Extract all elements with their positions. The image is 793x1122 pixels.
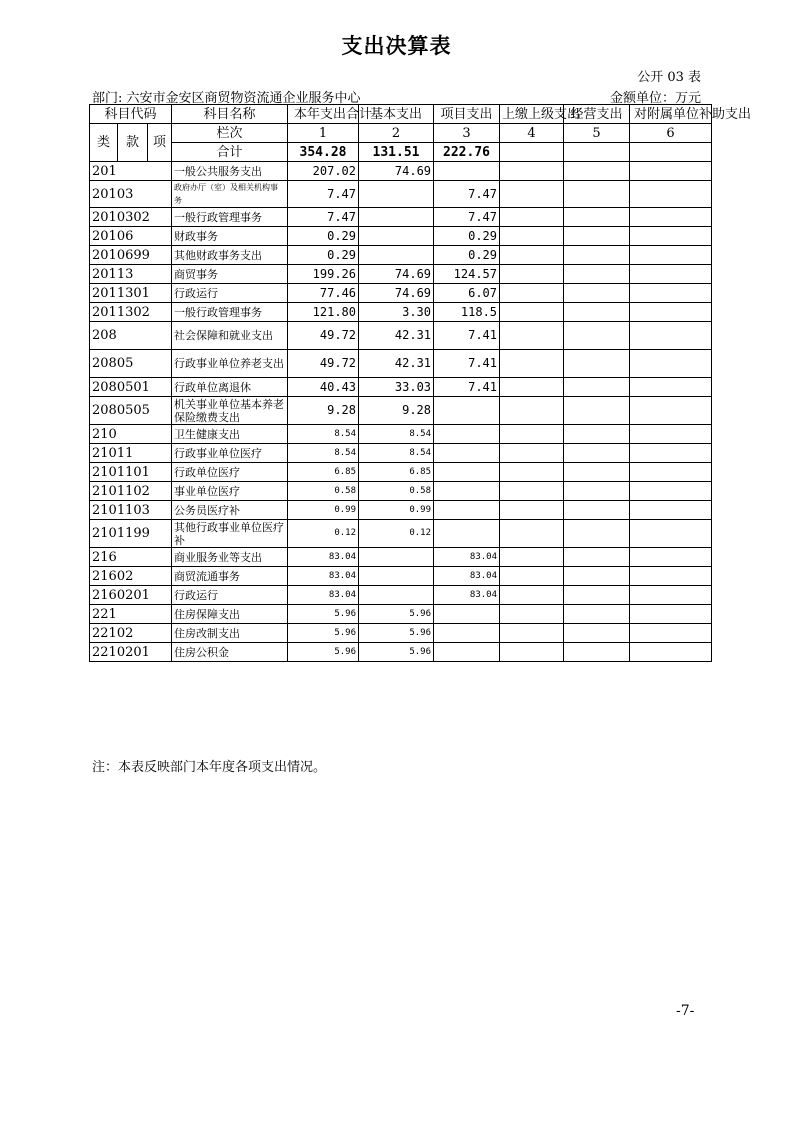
table-row	[90, 322, 712, 350]
row-subsidy	[630, 378, 712, 397]
row-project: 6.07	[434, 284, 500, 303]
row-code: 2101199	[90, 520, 172, 548]
table-row	[90, 284, 712, 303]
row-project	[434, 444, 500, 463]
row-upper	[500, 162, 564, 181]
row-business	[564, 162, 630, 181]
col-num-5: 5	[564, 124, 630, 143]
table-row	[90, 425, 712, 444]
row-project: 0.29	[434, 227, 500, 246]
sum-business	[564, 143, 630, 162]
table-row	[90, 303, 712, 322]
col-num-3: 3	[434, 124, 500, 143]
row-name: 事业单位医疗	[172, 482, 288, 501]
row-business	[564, 482, 630, 501]
table-row	[90, 567, 712, 586]
row-project	[434, 643, 500, 662]
row-code: 20106	[90, 227, 172, 246]
row-basic: 74.69	[359, 265, 434, 284]
row-project	[434, 501, 500, 520]
row-name: 住房改制支出	[172, 624, 288, 643]
row-upper	[500, 425, 564, 444]
row-business	[564, 643, 630, 662]
row-business	[564, 605, 630, 624]
row-subsidy	[630, 520, 712, 548]
row-total: 5.96	[288, 643, 359, 662]
row-name: 行政事业单位养老支出	[172, 350, 288, 378]
row-business	[564, 322, 630, 350]
col-num-2: 2	[359, 124, 434, 143]
row-subsidy	[630, 643, 712, 662]
row-upper	[500, 181, 564, 208]
row-code: 20113	[90, 265, 172, 284]
row-business	[564, 303, 630, 322]
row-total: 8.54	[288, 425, 359, 444]
row-code: 2160201	[90, 586, 172, 605]
row-subsidy	[630, 303, 712, 322]
row-basic: 74.69	[359, 162, 434, 181]
row-project: 83.04	[434, 548, 500, 567]
row-name: 其他行政事业单位医疗补	[172, 520, 288, 548]
row-basic: 8.54	[359, 444, 434, 463]
header-basic: 基本支出	[359, 105, 434, 124]
sum-subsidy	[630, 143, 712, 162]
row-business	[564, 624, 630, 643]
row-basic: 8.54	[359, 425, 434, 444]
table-row	[90, 350, 712, 378]
row-basic: 0.12	[359, 520, 434, 548]
row-upper	[500, 643, 564, 662]
row-basic: 42.31	[359, 350, 434, 378]
table-row	[90, 162, 712, 181]
row-project: 7.47	[434, 208, 500, 227]
row-total: 121.80	[288, 303, 359, 322]
row-total: 0.29	[288, 227, 359, 246]
row-project: 118.5	[434, 303, 500, 322]
row-name: 其他财政事务支出	[172, 246, 288, 265]
table-row	[90, 246, 712, 265]
row-subsidy	[630, 463, 712, 482]
row-project: 83.04	[434, 586, 500, 605]
row-total: 49.72	[288, 322, 359, 350]
table-row	[90, 208, 712, 227]
table-row	[90, 586, 712, 605]
table-row	[90, 444, 712, 463]
row-basic: 33.03	[359, 378, 434, 397]
col-num-1: 1	[288, 124, 359, 143]
row-total: 7.47	[288, 181, 359, 208]
row-project	[434, 482, 500, 501]
row-upper	[500, 605, 564, 624]
row-total: 0.58	[288, 482, 359, 501]
row-total: 40.43	[288, 378, 359, 397]
form-number: 公开 03 表	[637, 70, 701, 85]
row-code: 2010699	[90, 246, 172, 265]
row-subsidy	[630, 586, 712, 605]
table-note: 注：本表反映部门本年度各项支出情况。	[92, 760, 327, 775]
header-subsidy: 对附属单位补助支出	[630, 105, 712, 124]
row-project: 7.47	[434, 181, 500, 208]
row-name: 行政事业单位医疗	[172, 444, 288, 463]
row-basic	[359, 246, 434, 265]
row-upper	[500, 397, 564, 425]
row-upper	[500, 501, 564, 520]
row-name: 一般行政管理事务	[172, 208, 288, 227]
row-basic: 5.96	[359, 643, 434, 662]
table-row	[90, 227, 712, 246]
row-name: 机关事业单位基本养老保险缴费支出	[172, 397, 288, 425]
row-name: 住房保障支出	[172, 605, 288, 624]
row-business	[564, 350, 630, 378]
page-title: 支出决算表	[341, 34, 452, 58]
row-total: 77.46	[288, 284, 359, 303]
row-upper	[500, 520, 564, 548]
row-business	[564, 586, 630, 605]
row-code: 2011301	[90, 284, 172, 303]
row-upper	[500, 463, 564, 482]
row-name: 财政事务	[172, 227, 288, 246]
row-total: 83.04	[288, 548, 359, 567]
row-subsidy	[630, 227, 712, 246]
row-business	[564, 501, 630, 520]
row-name: 一般行政管理事务	[172, 303, 288, 322]
row-subsidy	[630, 501, 712, 520]
row-upper	[500, 265, 564, 284]
table-row	[90, 181, 712, 208]
row-business	[564, 520, 630, 548]
row-project: 0.29	[434, 246, 500, 265]
row-basic	[359, 181, 434, 208]
header-kuan: 款	[118, 124, 148, 162]
row-total: 5.96	[288, 624, 359, 643]
row-subsidy	[630, 265, 712, 284]
table-row	[90, 265, 712, 284]
row-basic: 5.96	[359, 624, 434, 643]
row-subsidy	[630, 624, 712, 643]
row-project	[434, 520, 500, 548]
row-name: 商业服务业等支出	[172, 548, 288, 567]
row-business	[564, 444, 630, 463]
row-basic	[359, 548, 434, 567]
row-upper	[500, 227, 564, 246]
row-basic	[359, 567, 434, 586]
table-row	[90, 624, 712, 643]
column-number-row	[90, 124, 712, 143]
header-row	[90, 105, 712, 124]
row-project	[434, 605, 500, 624]
row-subsidy	[630, 284, 712, 303]
row-total: 0.12	[288, 520, 359, 548]
row-business	[564, 397, 630, 425]
table-row	[90, 605, 712, 624]
row-project	[434, 425, 500, 444]
row-code: 2080501	[90, 378, 172, 397]
row-name: 行政运行	[172, 284, 288, 303]
row-project	[434, 463, 500, 482]
row-code: 221	[90, 605, 172, 624]
row-name: 卫生健康支出	[172, 425, 288, 444]
department-label: 部门: 六安市金安区商贸物资流通企业服务中心	[92, 91, 361, 106]
row-code: 22102	[90, 624, 172, 643]
row-total: 0.29	[288, 246, 359, 265]
row-business	[564, 463, 630, 482]
row-name: 行政单位医疗	[172, 463, 288, 482]
row-project: 7.41	[434, 350, 500, 378]
row-name: 行政单位离退休	[172, 378, 288, 397]
row-basic: 3.30	[359, 303, 434, 322]
row-upper	[500, 624, 564, 643]
table-row	[90, 463, 712, 482]
row-basic: 0.58	[359, 482, 434, 501]
table-row	[90, 643, 712, 662]
table-row	[90, 501, 712, 520]
row-subsidy	[630, 322, 712, 350]
row-name: 社会保障和就业支出	[172, 322, 288, 350]
row-basic: 5.96	[359, 605, 434, 624]
row-project: 7.41	[434, 322, 500, 350]
table-row	[90, 378, 712, 397]
row-basic: 9.28	[359, 397, 434, 425]
row-total: 0.99	[288, 501, 359, 520]
table-row	[90, 520, 712, 548]
page-number: -7-	[676, 1003, 695, 1019]
row-name: 行政运行	[172, 586, 288, 605]
sum-row	[90, 143, 712, 162]
row-basic	[359, 227, 434, 246]
col-num-6: 6	[630, 124, 712, 143]
row-total: 5.96	[288, 605, 359, 624]
sum-project: 222.76	[434, 143, 500, 162]
header-code: 科目代码	[90, 105, 172, 124]
row-total: 8.54	[288, 444, 359, 463]
row-subsidy	[630, 548, 712, 567]
row-total: 199.26	[288, 265, 359, 284]
row-project	[434, 162, 500, 181]
expenditure-table	[89, 104, 752, 662]
row-project: 7.41	[434, 378, 500, 397]
row-code: 20103	[90, 181, 172, 208]
row-business	[564, 208, 630, 227]
row-upper	[500, 378, 564, 397]
row-upper	[500, 567, 564, 586]
sum-upper	[500, 143, 564, 162]
row-subsidy	[630, 444, 712, 463]
row-upper	[500, 482, 564, 501]
row-code: 2101103	[90, 501, 172, 520]
row-subsidy	[630, 162, 712, 181]
row-subsidy	[630, 246, 712, 265]
row-code: 2080505	[90, 397, 172, 425]
row-total: 49.72	[288, 350, 359, 378]
row-basic	[359, 208, 434, 227]
row-code: 216	[90, 548, 172, 567]
sum-label: 合计	[172, 143, 288, 162]
row-business	[564, 246, 630, 265]
row-total: 9.28	[288, 397, 359, 425]
header-business: 经营支出	[564, 105, 630, 124]
row-project: 124.57	[434, 265, 500, 284]
row-project	[434, 397, 500, 425]
row-basic: 42.31	[359, 322, 434, 350]
row-code: 208	[90, 322, 172, 350]
row-code: 201	[90, 162, 172, 181]
header-xiang: 项	[148, 124, 172, 162]
row-business	[564, 227, 630, 246]
header-lanci: 栏次	[172, 124, 288, 143]
row-subsidy	[630, 397, 712, 425]
header-project: 项目支出	[434, 105, 500, 124]
row-business	[564, 548, 630, 567]
row-code: 2010302	[90, 208, 172, 227]
row-code: 21011	[90, 444, 172, 463]
row-business	[564, 378, 630, 397]
row-upper	[500, 208, 564, 227]
table-row	[90, 548, 712, 567]
row-code: 2210201	[90, 643, 172, 662]
row-total: 207.02	[288, 162, 359, 181]
row-upper	[500, 586, 564, 605]
row-upper	[500, 303, 564, 322]
row-subsidy	[630, 482, 712, 501]
row-name: 住房公积金	[172, 643, 288, 662]
row-basic: 74.69	[359, 284, 434, 303]
row-basic: 6.85	[359, 463, 434, 482]
row-subsidy	[630, 181, 712, 208]
row-name: 商贸流通事务	[172, 567, 288, 586]
row-upper	[500, 284, 564, 303]
row-code: 2101102	[90, 482, 172, 501]
row-project: 83.04	[434, 567, 500, 586]
row-code: 2101101	[90, 463, 172, 482]
row-total: 6.85	[288, 463, 359, 482]
col-num-4: 4	[500, 124, 564, 143]
table-row	[90, 397, 712, 425]
header-name: 科目名称	[172, 105, 288, 124]
row-subsidy	[630, 425, 712, 444]
row-subsidy	[630, 605, 712, 624]
sum-total: 354.28	[288, 143, 359, 162]
row-code: 210	[90, 425, 172, 444]
row-upper	[500, 350, 564, 378]
row-basic: 0.99	[359, 501, 434, 520]
row-business	[564, 425, 630, 444]
row-name: 公务员医疗补	[172, 501, 288, 520]
row-subsidy	[630, 350, 712, 378]
row-code: 20805	[90, 350, 172, 378]
row-upper	[500, 322, 564, 350]
row-name: 商贸事务	[172, 265, 288, 284]
row-business	[564, 181, 630, 208]
row-basic	[359, 586, 434, 605]
row-code: 21602	[90, 567, 172, 586]
row-subsidy	[630, 567, 712, 586]
row-code: 2011302	[90, 303, 172, 322]
table-row	[90, 482, 712, 501]
header-lei: 类	[90, 124, 118, 162]
row-upper	[500, 444, 564, 463]
row-business	[564, 265, 630, 284]
row-total: 7.47	[288, 208, 359, 227]
header-total: 本年支出合计	[288, 105, 359, 124]
sum-basic: 131.51	[359, 143, 434, 162]
row-upper	[500, 246, 564, 265]
row-project	[434, 624, 500, 643]
row-business	[564, 567, 630, 586]
row-upper	[500, 548, 564, 567]
amount-unit: 金额单位：万元	[609, 91, 701, 106]
row-subsidy	[630, 208, 712, 227]
row-name: 政府办厅（室）及相关机构事务	[172, 181, 288, 208]
header-upper: 上缴上级支出	[500, 105, 564, 124]
row-business	[564, 284, 630, 303]
row-total: 83.04	[288, 567, 359, 586]
row-total: 83.04	[288, 586, 359, 605]
row-name: 一般公共服务支出	[172, 162, 288, 181]
